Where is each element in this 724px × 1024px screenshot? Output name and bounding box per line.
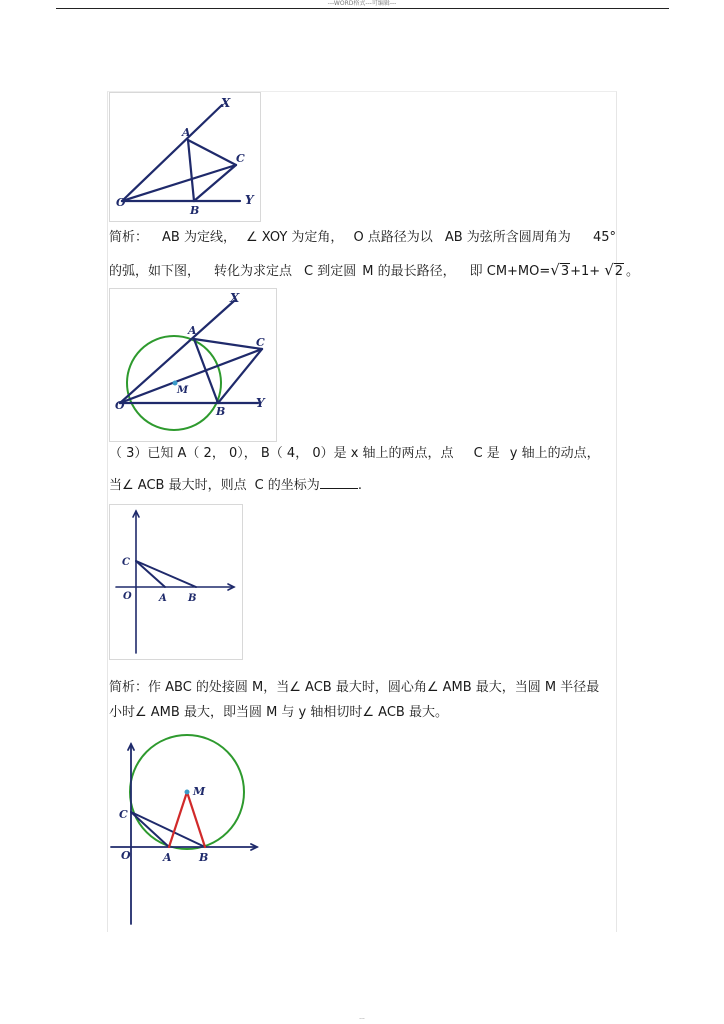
question3-text-b: C 是 (473, 446, 500, 461)
label-a: A (163, 851, 172, 864)
label-m: M (193, 785, 206, 798)
analysis3-line2: 小时∠ AMB 最大，即当圆 M 与 y 轴相切时∠ ACB 最大。 (109, 705, 448, 720)
point-m (185, 790, 190, 795)
sqrt-3-value: 3 (560, 264, 570, 279)
question3-end: . (357, 478, 362, 493)
question3-text-c: y 轴上的动点， (509, 446, 600, 461)
analysis1-text-h: M 的最长路径， (362, 264, 456, 279)
label-x: X (230, 291, 240, 305)
label-b: B (199, 851, 209, 864)
question3-line1 (109, 446, 600, 462)
question3-line2 (109, 477, 362, 494)
label-c: C (119, 808, 128, 821)
answer-blank[interactable] (320, 477, 358, 489)
label-c: C (256, 336, 265, 349)
question3-text-d: 当∠ ACB 最大时，则点 (109, 478, 247, 493)
analysis1-text-g: C 到定圆 (304, 264, 357, 279)
label-o: O (116, 196, 126, 209)
label-a: A (188, 324, 197, 337)
label-o: O (123, 591, 132, 602)
label-y: Y (245, 193, 254, 207)
label-o: O (121, 849, 131, 862)
question3-text-e: C 的坐标为 (254, 478, 320, 493)
sqrt-3: √3 (550, 261, 570, 279)
analysis1-line2 (109, 262, 639, 280)
segment-ab (188, 140, 194, 201)
analysis1-text-d: AB 为弦所含圆周角为 (444, 230, 571, 245)
label-c: C (236, 152, 245, 165)
analysis1-angle-value: 45° (593, 230, 617, 245)
label-y: Y (256, 396, 265, 410)
segment-cb (136, 561, 196, 587)
sqrt-2-value: 2 (614, 264, 624, 279)
ray-ox (122, 105, 222, 201)
analysis3-line1: 简析：作 ABC 的处接圆 M，当∠ ACB 最大时，圆心角∠ AMB 最大，当圆 M 半径最 (109, 680, 600, 695)
analysis1-end: 。 (626, 264, 640, 279)
analysis1-text-f: 转化为求定点 (214, 264, 293, 279)
header-rule (56, 8, 669, 9)
label-c: C (122, 557, 130, 568)
analysis1-text-e: 的弧，如下图， (109, 264, 201, 279)
label-b: B (188, 593, 197, 604)
analysis1-line1 (109, 230, 571, 246)
segment-oc (122, 165, 236, 201)
page-header: ---WORD格式---可编辑--- (327, 0, 397, 7)
page-footer: --- (359, 1016, 365, 1022)
analysis1-text-b: ∠ XOY 为定角， (245, 230, 344, 245)
segment-bc (194, 165, 236, 201)
label-a: A (182, 126, 191, 139)
figure-axes-abc (109, 504, 243, 660)
radius-ma (169, 792, 187, 847)
segment-cb (131, 812, 205, 847)
sqrt-2: √2 (604, 261, 624, 279)
analysis1-formula: 即 CM+MO= (469, 264, 551, 279)
label-m: M (177, 385, 189, 396)
analysis1-label: 简析： (109, 230, 149, 245)
label-o: O (115, 399, 125, 412)
segment-ca (136, 561, 165, 587)
analysis1-formula-plus: +1+ (570, 264, 601, 279)
figure-tangent-circle (109, 732, 269, 928)
analysis1-text-c: O 点路径为以 (353, 230, 433, 245)
segment-ac (188, 140, 236, 165)
label-b: B (216, 405, 226, 418)
label-a: A (159, 593, 167, 604)
figure-circle-m (109, 288, 277, 442)
question3-text-a: （ 3）已知 A（ 2， 0）， B（ 4， 0）是 x 轴上的两点，点 (109, 446, 454, 461)
label-b: B (190, 204, 200, 217)
figure-angle-xoy (109, 92, 261, 222)
analysis1-text-a: AB 为定线， (162, 230, 236, 245)
label-x: X (221, 96, 231, 110)
segment-ca (131, 812, 169, 847)
